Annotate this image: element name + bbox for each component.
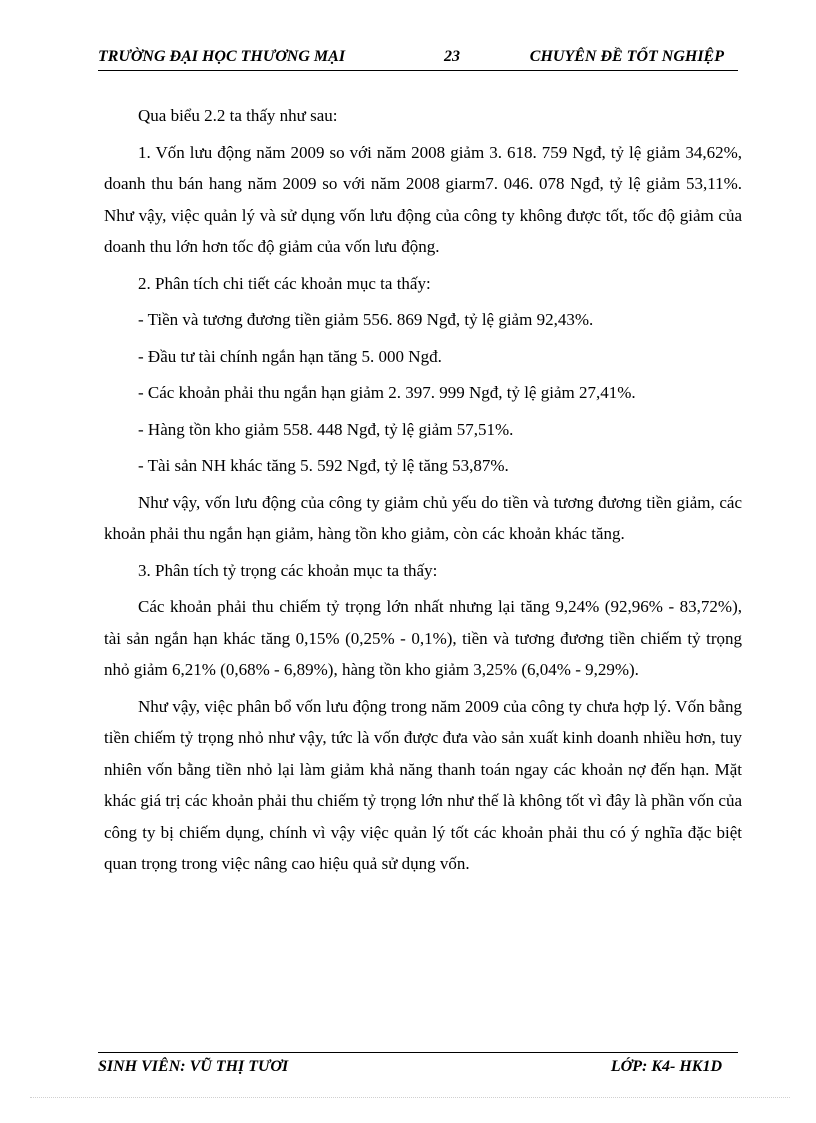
paragraph-item-2-heading: 2. Phân tích chi tiết các khoản mục ta thấy: — [138, 273, 431, 293]
bullet-cash: - Tiền và tương đương tiền giảm 556. 869 Ngđ, tỷ lệ giảm 92,43%. — [138, 310, 594, 329]
header-school-name: TRƯỜNG ĐẠI HỌC THƯƠNG MẠI — [98, 48, 346, 65]
paragraph-item-1: 1. Vốn lưu động năm 2009 so với năm 2008 giảm 3. 618. 759 Ngđ, tỷ lệ giảm 34,62%, doanh thu bán hang năm 2009 so với năm 2008 giarm7. 046. 078 Ngđ, tỷ lệ giảm 53,11%. Như vậy, việc quản lý và sử dụng vốn lưu động của công ty không được tốt, tốc độ giảm của doanh thu lớn hơn tốc độ giảm của vốn lưu động. — [104, 142, 742, 256]
header-document-type: CHUYÊN ĐỀ TỐT NGHIỆP — [529, 48, 724, 65]
bullet-inventory: - Hàng tồn kho giảm 558. 448 Ngđ, tỷ lệ giảm 57,51%. — [138, 419, 514, 439]
bullet-receivables: - Các khoản phải thu ngắn hạn giảm 2. 397. 999 Ngđ, tỷ lệ giảm 27,41%. — [138, 383, 636, 402]
document-body — [104, 100, 742, 885]
paragraph-summary-1: Như vậy, vốn lưu động của công ty giảm chủ yếu do tiền và tương đương tiền giảm, các khoản phải thu ngắn hạn giảm, hàng tồn kho giảm, còn các khoản khác tăng. — [104, 492, 742, 543]
bullet-other-assets: - Tài sản NH khác tăng 5. 592 Ngđ, tỷ lệ tăng 53,87%. — [138, 456, 509, 475]
bullet-short-term-investment: - Đầu tư tài chính ngắn hạn tăng 5. 000 Ngđ. — [138, 346, 442, 366]
paragraph-conclusion: Như vậy, việc phân bổ vốn lưu động trong năm 2009 của công ty chưa hợp lý. Vốn bằng tiền chiếm tỷ trọng nhỏ như vậy, tức là vốn được đưa vào sản xuất kinh doanh nhiều hơn, tuy nhiên vốn bằng tiền nhỏ lại làm giảm khả năng thanh toán ngay các khoản nợ đến hạn. Mặt khác giá trị các khoản phải thu chiếm tỷ trọng lớn như thế là không tốt vì đây là phần vốn của công ty bị chiếm dụng, chính vì vậy việc quản lý tốt các khoản phải thu có ý nghĩa đặc biệt quan trọng trong việc nâng cao hiệu quả sử dụng vốn. — [104, 696, 742, 873]
paragraph-intro: Qua biểu 2.2 ta thấy như sau: — [138, 106, 338, 125]
paragraph-proportion-analysis: Các khoản phải thu chiếm tỷ trọng lớn nhất nhưng lại tăng 9,24% (92,96% - 83,72%), tài sản ngắn hạn khác tăng 0,15% (0,25% - 0,1%), tiền và tương đương tiền chiếm tỷ trọng nhỏ giảm 6,21% (0,68% - 6,89%), hàng tồn kho giảm 3,25% (6,04% - 9,29%). — [104, 597, 742, 679]
footer-student-name: SINH VIÊN: VŨ THỊ TƯƠI — [98, 1058, 289, 1075]
page-header — [98, 46, 738, 71]
footer-class: LỚP: K4- HK1D — [610, 1058, 722, 1075]
paragraph-item-3-heading: 3. Phân tích tỷ trọng các khoản mục ta thấy: — [138, 560, 438, 580]
page-footer — [98, 1052, 738, 1077]
page-bottom-divider — [30, 1097, 790, 1098]
header-page-number: 23 — [444, 48, 460, 65]
